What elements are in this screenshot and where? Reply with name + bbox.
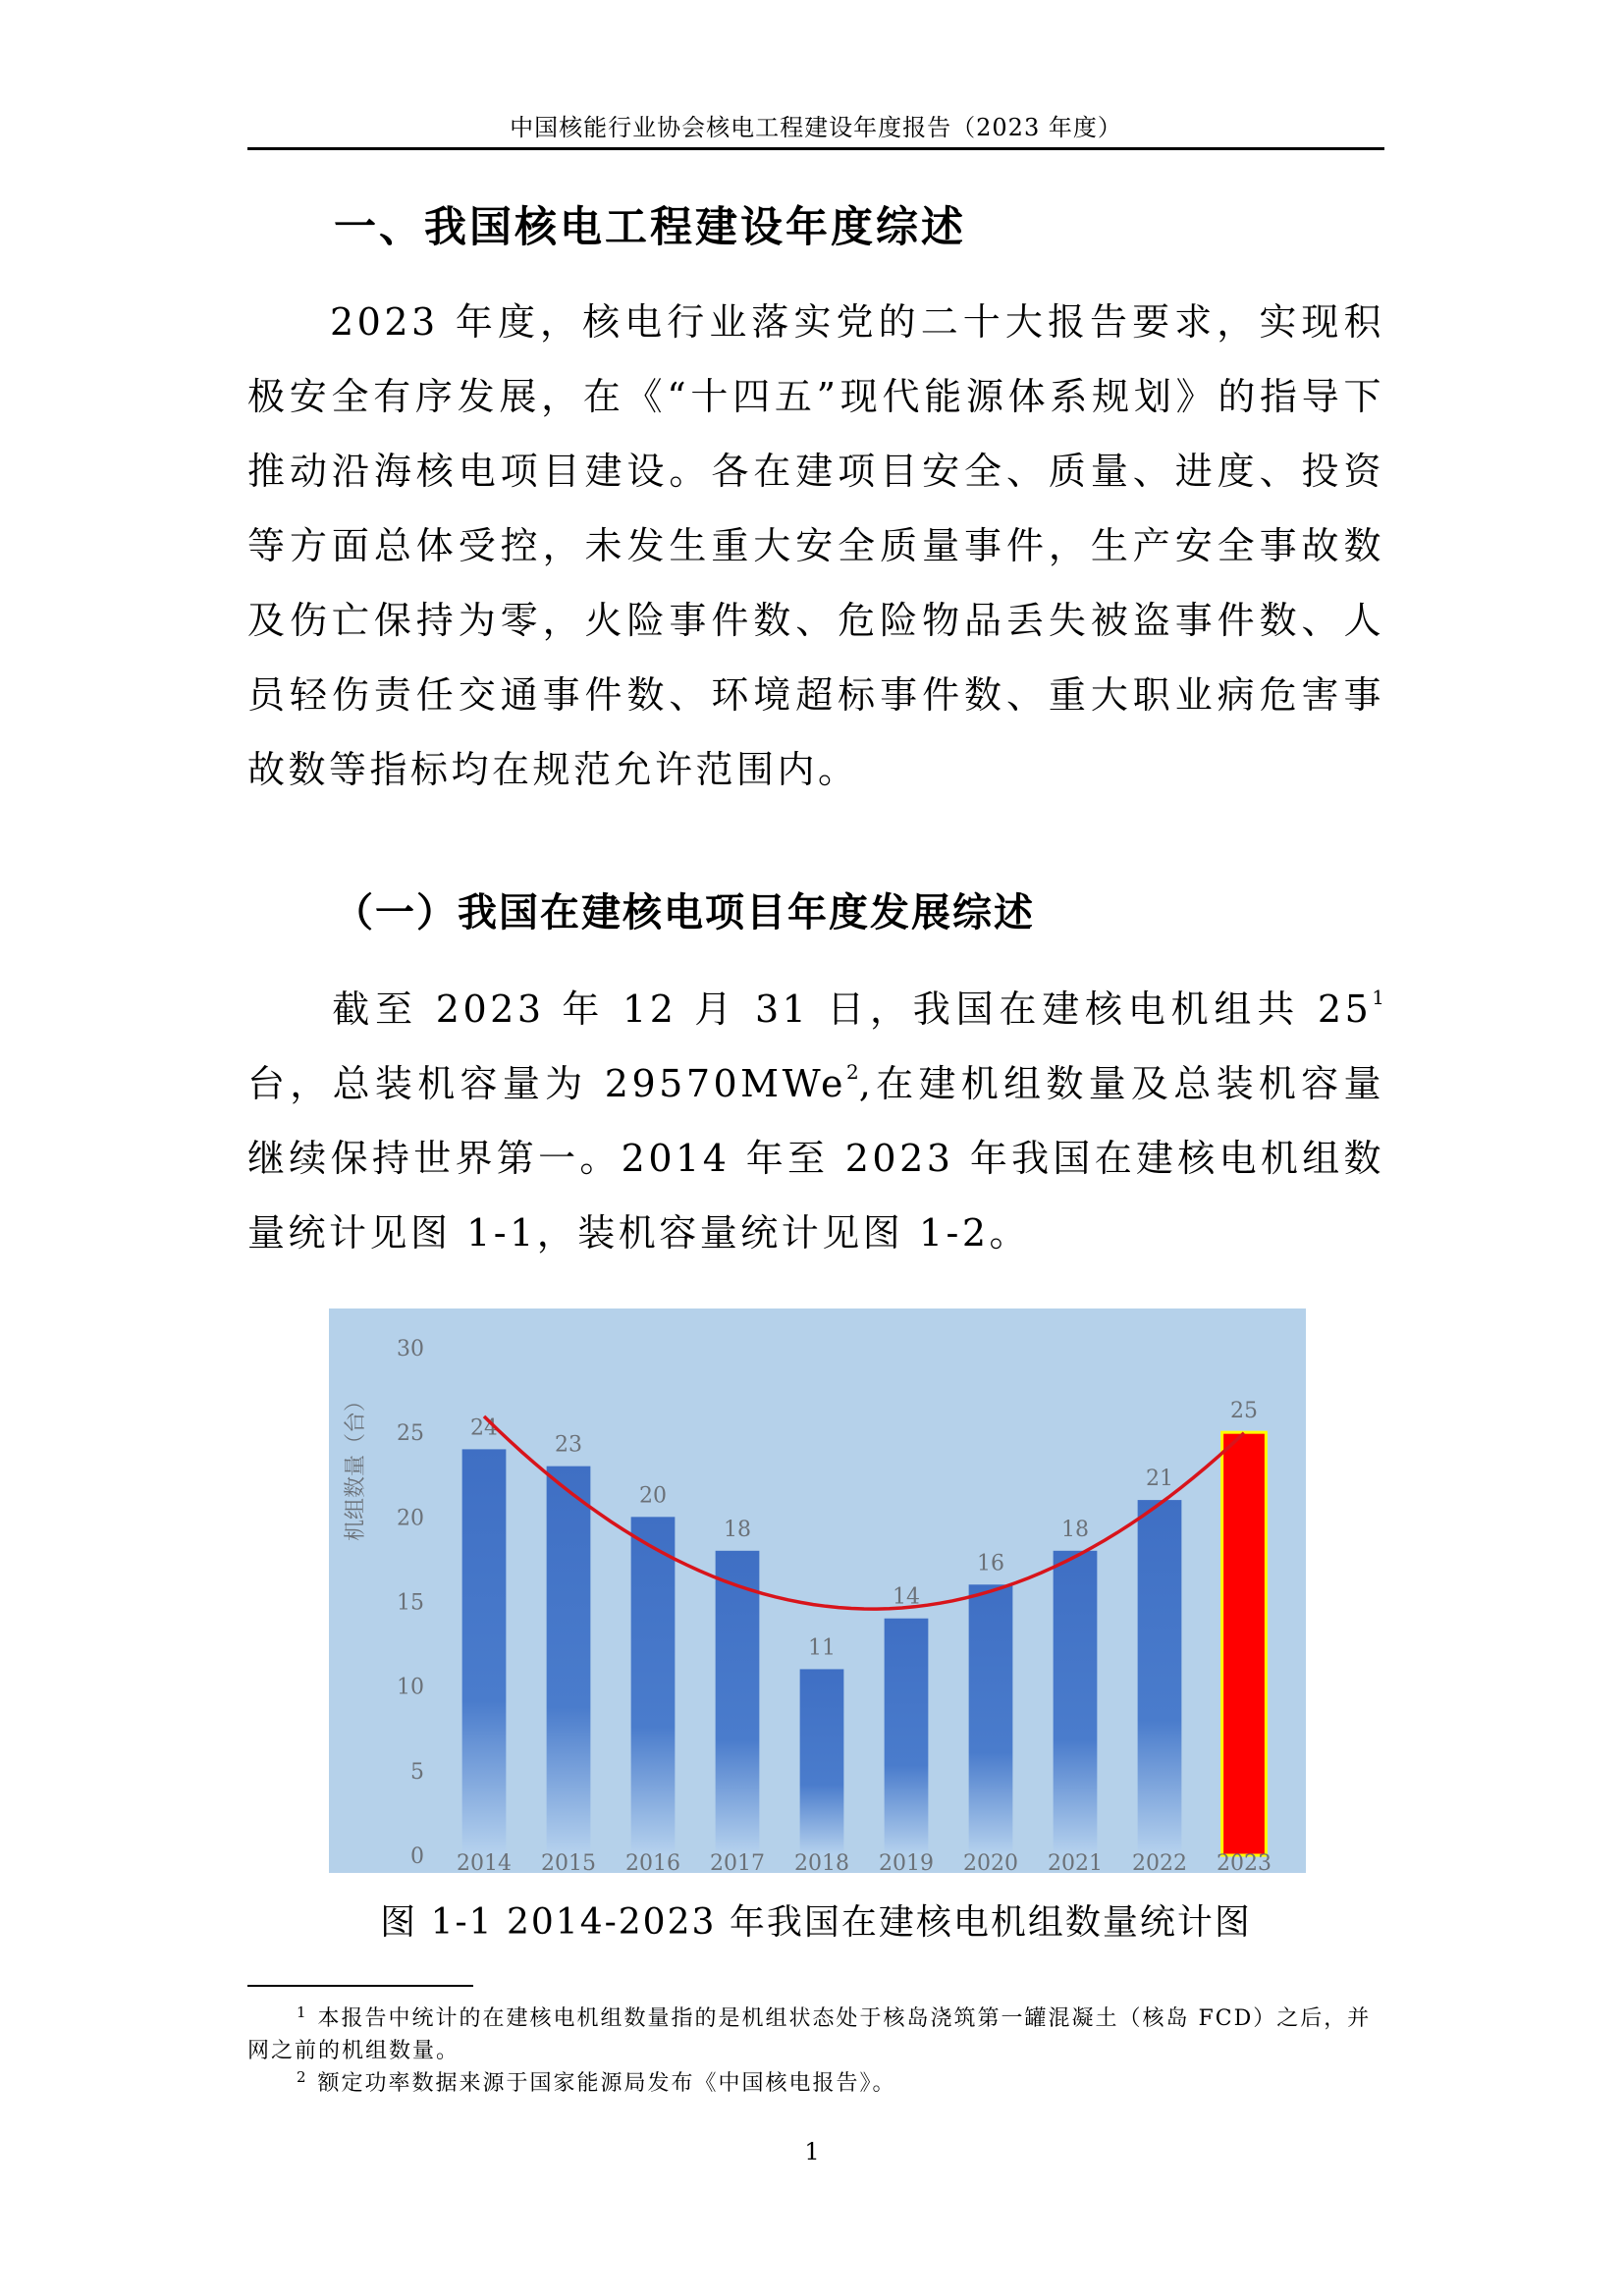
bar bbox=[800, 1669, 844, 1855]
units-text-part3: ,在建机组数量及总装机容量继续保持世界第一。2014 年至 2023 年我国在建核电机组数量统计见图 1-1，装机容量统计见图 1-2。 bbox=[247, 1062, 1384, 1255]
footnote-text-2: 额定功率数据来源于国家能源局发布《中国核电报告》。 bbox=[317, 2071, 896, 2096]
bar bbox=[631, 1517, 676, 1855]
section-heading: 一、我国核电工程建设年度综述 bbox=[334, 203, 966, 252]
x-tick-label: 2016 bbox=[625, 1851, 680, 1873]
data-label: 21 bbox=[1146, 1467, 1173, 1492]
x-tick-label: 2018 bbox=[794, 1851, 849, 1873]
running-header: 中国核能行业协会核电工程建设年度报告（2023 年度） bbox=[510, 114, 1122, 141]
figure-chart bbox=[329, 1308, 1306, 1873]
units-bar-chart bbox=[329, 1308, 1306, 1873]
x-tick-label: 2014 bbox=[457, 1851, 512, 1873]
bar bbox=[885, 1619, 929, 1855]
subsection-heading: （一）我国在建核电项目年度发展综述 bbox=[334, 890, 1035, 935]
page-number: 1 bbox=[804, 2138, 820, 2165]
data-label: 14 bbox=[893, 1584, 920, 1610]
figure-caption: 图 1-1 2014-2023 年我国在建核电机组数量统计图 bbox=[380, 1902, 1252, 1943]
x-tick-label: 2015 bbox=[541, 1851, 596, 1873]
data-label: 16 bbox=[977, 1551, 1004, 1576]
y-tick-label: 30 bbox=[397, 1337, 424, 1362]
data-label: 20 bbox=[639, 1483, 667, 1509]
footnote-mark-1: 1 bbox=[297, 2003, 308, 2021]
y-tick-label: 0 bbox=[410, 1844, 424, 1869]
bar bbox=[969, 1584, 1013, 1855]
overview-text: 2023 年度，核电行业落实党的二十大报告要求，实现积极安全有序发展，在《“十四五”现代能源体系规划》的指导下推动沿海核电项目建设。各在建项目安全、质量、进度、投资等方面总体受控，未发生重大安全质量事件，生产安全事故数及伤亡保持为零，火险事件数、危险物品丢失被盗事件数、人员轻伤责任交通事件数、环境超标事件数、重大职业病危害事故数等指标均在规范允许范围内。 bbox=[247, 300, 1384, 791]
x-tick-label: 2019 bbox=[879, 1851, 934, 1873]
y-tick-label: 10 bbox=[397, 1675, 424, 1700]
y-tick-label: 20 bbox=[397, 1506, 424, 1531]
overview-paragraph bbox=[247, 285, 1384, 807]
x-tick-label: 2017 bbox=[710, 1851, 765, 1873]
footnote-rule bbox=[247, 1985, 473, 1987]
x-tick-label: 2022 bbox=[1132, 1851, 1187, 1873]
bar bbox=[1054, 1551, 1098, 1855]
x-tick-label: 2020 bbox=[963, 1851, 1018, 1873]
y-tick-label: 5 bbox=[410, 1759, 424, 1785]
data-label: 11 bbox=[808, 1635, 836, 1661]
x-tick-label: 2021 bbox=[1048, 1851, 1103, 1873]
footnotes bbox=[247, 2002, 1384, 2100]
footnote-ref-2[interactable]: 2 bbox=[846, 1060, 859, 1084]
units-text-part2: 台，总装机容量为 29570MWe bbox=[247, 1062, 847, 1105]
bar bbox=[462, 1449, 507, 1855]
data-label: 24 bbox=[470, 1415, 498, 1441]
bar bbox=[547, 1467, 591, 1855]
x-tick-label: 2023 bbox=[1217, 1851, 1272, 1873]
data-label: 25 bbox=[1230, 1399, 1258, 1424]
bar bbox=[716, 1551, 760, 1855]
data-label: 18 bbox=[724, 1517, 751, 1542]
header-rule bbox=[247, 147, 1384, 150]
footnote-2 bbox=[247, 2067, 1384, 2100]
y-tick-label: 15 bbox=[397, 1590, 424, 1616]
y-axis-label: 机组数量（台） bbox=[344, 1389, 368, 1542]
bar-highlight bbox=[1222, 1432, 1267, 1855]
y-tick-label: 25 bbox=[397, 1421, 424, 1447]
footnote-mark-2: 2 bbox=[297, 2068, 308, 2086]
units-paragraph bbox=[247, 972, 1384, 1270]
footnote-ref-1[interactable]: 1 bbox=[1372, 986, 1384, 1009]
data-label: 23 bbox=[555, 1432, 582, 1458]
footnote-text-1: 本报告中统计的在建核电机组数量指的是机组状态处于核岛浇筑第一罐混凝土（核岛 FCD）之后，并网之前的机组数量。 bbox=[247, 2006, 1372, 2063]
footnote-1 bbox=[247, 2002, 1384, 2067]
data-label: 18 bbox=[1061, 1517, 1089, 1542]
units-text-part1: 截至 2023 年 12 月 31 日，我国在建核电机组共 25 bbox=[330, 988, 1373, 1031]
bar bbox=[1138, 1500, 1182, 1855]
